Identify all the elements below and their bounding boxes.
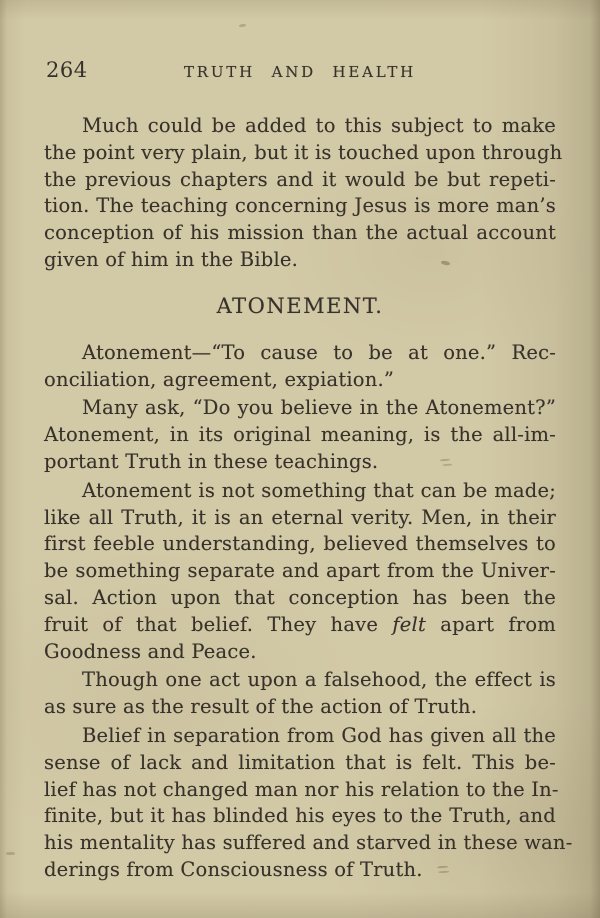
text-line: as sure as the result of the action of Truth. — [44, 695, 478, 719]
page-body — [44, 113, 573, 884]
text-line: first feeble understanding, believed themselves to — [44, 532, 556, 556]
section-heading: ATONEMENT. — [216, 293, 384, 318]
paragraph — [44, 667, 556, 721]
text-line: Many ask, “Do you believe in the Atonement?” — [82, 396, 556, 420]
text-line: Goodness and Peace. — [44, 639, 257, 663]
text-line: Atonement—“To cause to be at one.” Rec- — [82, 340, 556, 364]
text-line: tion. The teaching concerning Jesus is more man’s — [44, 194, 556, 218]
text-line: sense of lack and limitation that is felt. This be- — [44, 750, 556, 774]
text-line: be something separate and apart from the Univer- — [44, 559, 556, 583]
text-line: conception of his mission than the actual account — [44, 221, 556, 245]
text-line: derings from Consciousness of Truth. — [44, 857, 423, 881]
page-header — [44, 0, 556, 84]
scan-artifact — [6, 852, 15, 855]
text-line: finite, but it has blinded his eyes to the Truth, and — [44, 804, 556, 828]
text-line: fruit of that belief. They have felt apart from — [44, 612, 556, 636]
text-line: Though one act upon a falsehood, the effect is — [82, 668, 556, 692]
text-line: the point very plain, but it is touched upon through — [44, 140, 563, 164]
text-line: his mentality has suffered and starved in these wan- — [44, 831, 573, 855]
text-line: Atonement is not something that can be made; — [82, 478, 556, 502]
text-line: Much could be added to this subject to make — [82, 114, 556, 137]
running-title: TRUTH AND HEALTH — [183, 63, 417, 81]
paragraph — [44, 478, 556, 666]
paragraph — [44, 340, 556, 394]
text-line: Atonement, in its original meaning, is the all-im- — [44, 423, 556, 447]
paragraph — [44, 723, 573, 884]
text-line: given of him in the Bible. — [44, 247, 299, 271]
paragraph — [44, 113, 563, 274]
text-line: lief has not changed man nor his relation to the In- — [44, 777, 559, 801]
text-line: Belief in separation from God has given all the — [82, 723, 556, 747]
page-number: 264 — [46, 58, 88, 82]
text-line: like all Truth, it is an eternal verity. Men, in their — [44, 505, 556, 529]
text-line: onciliation, agreement, expiation.” — [44, 367, 395, 391]
paragraph — [44, 395, 556, 475]
text-line: sal. Action upon that conception has been the — [44, 585, 556, 609]
text-line: the previous chapters and it would be but repeti- — [44, 167, 556, 191]
text-line: portant Truth in these teachings. — [44, 449, 379, 473]
